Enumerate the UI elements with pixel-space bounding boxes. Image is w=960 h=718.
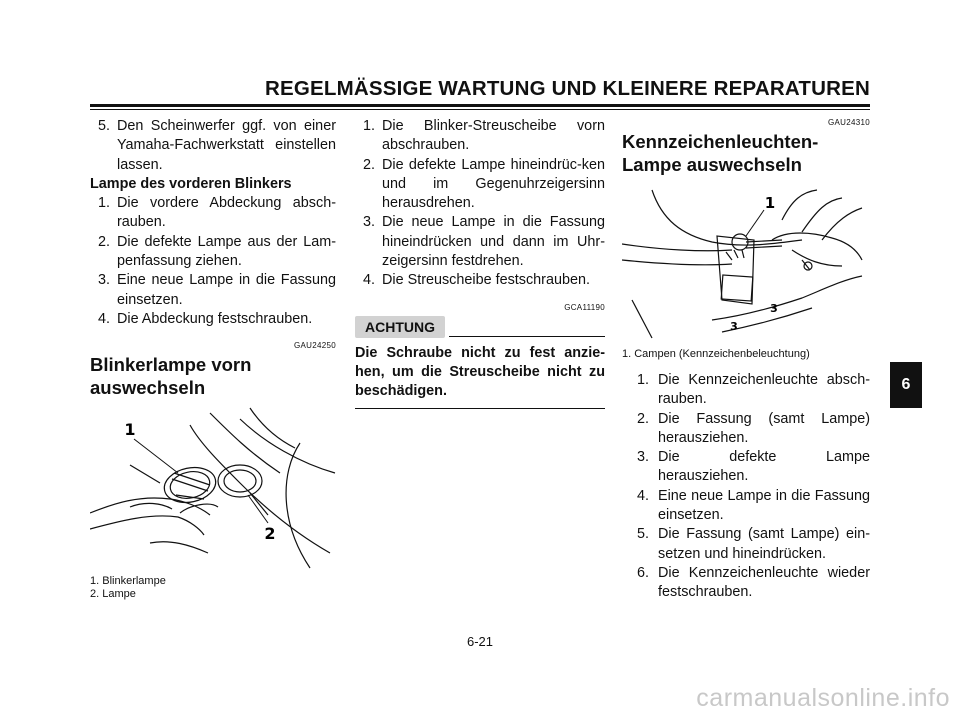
list-item: 1. Die vordere Abdeckung absch-rauben. [98, 195, 336, 231]
column-left [90, 117, 336, 601]
figure-caption-2: 2. Lampe [90, 588, 136, 601]
callout-3b: 3 [730, 320, 738, 333]
page-number: 6-21 [466, 634, 494, 649]
list-item: 3. Eine neue Lampe in die Fassung einsetzen. [98, 272, 336, 308]
watermark: carmanualsonline.info [696, 684, 950, 712]
list-item: 2. Die defekte Lampe aus der Lam-penfassung ziehen. [98, 233, 336, 270]
callout-1: 1 [764, 194, 776, 212]
list-item: 4. Eine neue Lampe in die Fassung einsetzen. [637, 487, 870, 524]
caution-rule [449, 336, 605, 337]
caution-header [355, 314, 605, 340]
list-item: 3. Die defekte Lampe herausziehen. [637, 449, 870, 485]
caution-badge: ACHTUNG [355, 316, 445, 338]
section-code: GAU24310 [828, 118, 870, 127]
caution-code: GCA11190 [564, 302, 605, 312]
subheading-front-blinker: Lampe des vorderen Blinkers [90, 175, 292, 192]
list-item: 1. Die Kennzeichenleuchte absch-rauben. [637, 372, 870, 408]
section-code: GAU24250 [294, 341, 336, 351]
figure-caption: 1. Campen (Kennzeichenbeleuchtung) [622, 348, 810, 360]
header-rule-thin [90, 109, 870, 110]
column-right [622, 117, 870, 603]
blinker-lamp-illustration [90, 403, 336, 575]
list-item: 5. Die Fassung (samt Lampe) ein-setzen und hineindrücken. [637, 526, 870, 562]
list-item: 6. Die Kennzeichenleuchte wieder festschrauben. [637, 564, 870, 601]
caution-end-rule [355, 408, 605, 409]
list-item: 1. Die Blinker-Streuscheibe vorn abschrauben. [363, 118, 605, 154]
figure-caption-1: 1. Blinkerlampe [90, 575, 166, 588]
section-heading-blinker: Blinkerlampe vorn auswechseln [90, 354, 252, 399]
column-middle [355, 117, 605, 409]
license-lamp-illustration [622, 180, 870, 348]
callout-3a: 3 [770, 302, 778, 315]
figure-license-lamp [622, 180, 870, 348]
chapter-tab: 6 [890, 362, 922, 408]
list-item: 2. Die Fassung (samt Lampe) herausziehen. [637, 410, 870, 446]
section-heading-license-lamp: Kennzeichenleuchten-Lampe auswechseln [622, 131, 819, 175]
callout-1: 1 [124, 420, 136, 440]
callout-2: 2 [264, 524, 276, 544]
caution-text: Die Schraube nicht zu fest anzie-hen, um die Streuscheibe nicht zu beschädigen. [355, 344, 605, 400]
list-item: 4. Die Abdeckung festschrauben. [98, 310, 313, 327]
figure-blinker-lamp [90, 403, 336, 575]
list-item: 3. Die neue Lampe in die Fassung hineindrücken und dann im Uhr-zeigersinn festdrehen. [363, 214, 605, 270]
list-item: 2. Die defekte Lampe hineindrüc-ken und im Gegenuhrzeigersinn herausdrehen. [363, 156, 605, 212]
list-item: 4. Die Streuscheibe festschrauben. [363, 272, 590, 289]
list-item: 5. Den Scheinwerfer ggf. von einer Yamaha-Fachwerkstatt einstellen lassen. [98, 118, 336, 173]
header-rule [90, 104, 870, 107]
page-header-title: REGELMÄSSIGE WARTUNG UND KLEINERE REPARATUREN [264, 77, 870, 100]
